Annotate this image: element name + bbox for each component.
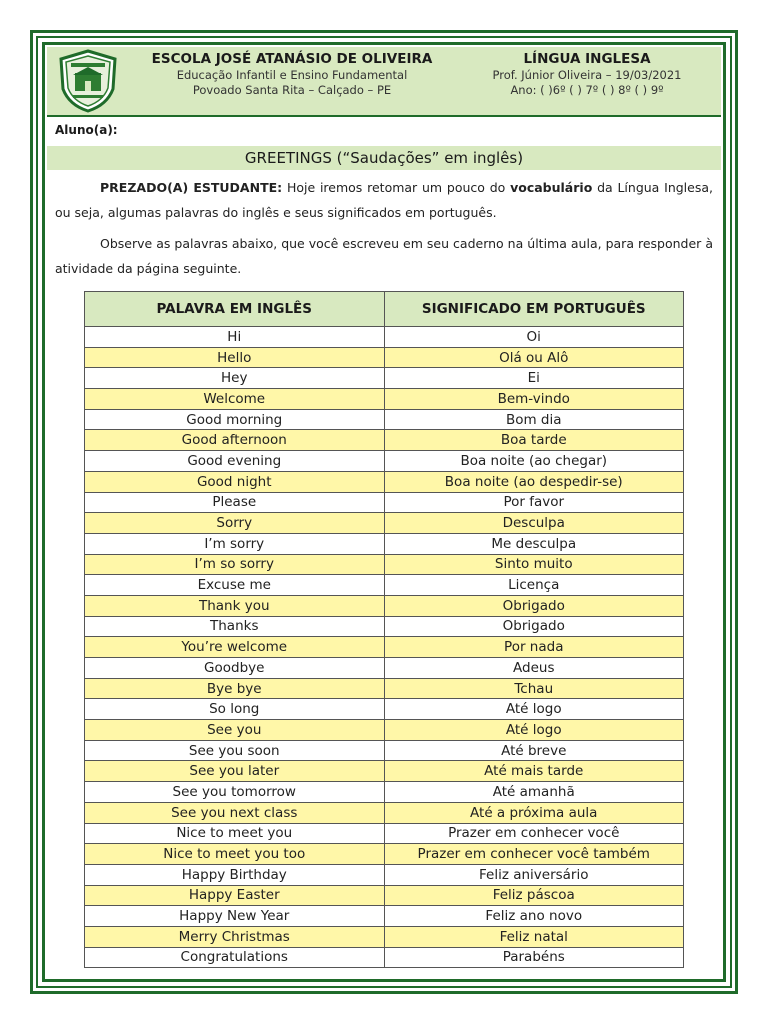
portuguese-meaning-cell: Adeus [384,658,684,679]
english-word-cell: Please [85,492,385,513]
english-word-cell: See you next class [85,802,385,823]
english-word-cell: Nice to meet you too [85,844,385,865]
portuguese-meaning-cell: Ei [384,368,684,389]
table-row [85,637,684,658]
portuguese-meaning-cell: Feliz páscoa [384,885,684,906]
table-row [85,533,684,554]
portuguese-meaning-cell: Até amanhã [384,782,684,803]
portuguese-meaning-cell: Até a próxima aula [384,802,684,823]
portuguese-meaning-cell: Prazer em conhecer você também [384,844,684,865]
english-word-cell: Welcome [85,389,385,410]
table-row [85,720,684,741]
english-word-cell: You’re welcome [85,637,385,658]
student-label: Aluno(a): [55,123,118,137]
portuguese-meaning-cell: Bom dia [384,409,684,430]
table-row [85,658,684,679]
vocabulary-table-body [85,327,684,968]
english-word-cell: See you [85,720,385,741]
portuguese-meaning-cell: Por favor [384,492,684,513]
intro-text-2: Observe as palavras abaixo, que você escreveu em seu caderno na última aula, para responder à atividade da página seguinte. [55,236,713,276]
school-info [142,51,442,97]
grade-options: Ano: ( )6º ( ) 7º ( ) 8º ( ) 9º [510,83,664,97]
table-row [85,575,684,596]
table-row [85,823,684,844]
english-word-cell: Hey [85,368,385,389]
table-row [85,554,684,575]
portuguese-meaning-cell: Boa tarde [384,430,684,451]
school-address: Povoado Santa Rita – Calçado – PE [192,83,392,97]
english-word-cell: Thank you [85,595,385,616]
portuguese-meaning-cell: Feliz ano novo [384,906,684,927]
portuguese-meaning-cell: Tchau [384,678,684,699]
table-row [85,802,684,823]
english-word-cell: See you soon [85,740,385,761]
english-word-cell: Good night [85,471,385,492]
portuguese-meaning-cell: Prazer em conhecer você [384,823,684,844]
english-word-cell: I’m sorry [85,533,385,554]
english-word-cell: So long [85,699,385,720]
table-row [85,451,684,472]
english-word-cell: Happy Easter [85,885,385,906]
portuguese-meaning-cell: Olá ou Alô [384,347,684,368]
portuguese-meaning-cell: Obrigado [384,595,684,616]
english-word-cell: Bye bye [85,678,385,699]
school-level: Educação Infantil e Ensino Fundamental [176,68,408,82]
portuguese-meaning-cell: Por nada [384,637,684,658]
english-word-cell: Merry Christmas [85,926,385,947]
teacher-date: Prof. Júnior Oliveira – 19/03/2021 [492,68,682,82]
table-row [85,430,684,451]
english-word-cell: Happy Birthday [85,864,385,885]
table-row [85,885,684,906]
intro-text-b: da Língua Inglesa, ou seja, algumas palavras do inglês e seus significados em português. [55,180,713,220]
portuguese-meaning-cell: Desculpa [384,513,684,534]
table-row [85,368,684,389]
table-row [85,844,684,865]
english-word-cell: I’m so sorry [85,554,385,575]
table-row [85,513,684,534]
english-word-cell: Hi [85,327,385,348]
vocabulary-table [84,291,684,968]
intro-paragraph-2 [55,231,713,281]
subject-name: LÍNGUA INGLESA [523,51,651,67]
english-word-cell: Happy New Year [85,906,385,927]
portuguese-meaning-cell: Oi [384,327,684,348]
table-row [85,678,684,699]
intro-paragraph-1 [55,175,713,225]
table-row [85,471,684,492]
portuguese-meaning-cell: Obrigado [384,616,684,637]
portuguese-meaning-cell: Sinto muito [384,554,684,575]
table-row [85,409,684,430]
portuguese-meaning-cell: Até mais tarde [384,761,684,782]
portuguese-meaning-cell: Feliz natal [384,926,684,947]
table-row [85,347,684,368]
portuguese-meaning-cell: Parabéns [384,947,684,968]
portuguese-meaning-cell: Até breve [384,740,684,761]
portuguese-meaning-cell: Até logo [384,699,684,720]
table-row [85,699,684,720]
english-word-cell: See you tomorrow [85,782,385,803]
english-word-cell: Good afternoon [85,430,385,451]
column-header-english: PALAVRA EM INGLÊS [85,292,385,327]
table-row [85,761,684,782]
portuguese-meaning-cell: Bem-vindo [384,389,684,410]
subject-info [467,51,707,97]
portuguese-meaning-cell: Até logo [384,720,684,741]
table-row [85,926,684,947]
table-row [85,864,684,885]
intro-text-a: Hoje iremos retomar um pouco do [282,180,511,195]
english-word-cell: See you later [85,761,385,782]
english-word-cell: Hello [85,347,385,368]
english-word-cell: Excuse me [85,575,385,596]
document-header [47,47,721,117]
english-word-cell: Thanks [85,616,385,637]
table-row [85,782,684,803]
table-row [85,327,684,348]
table-row [85,740,684,761]
english-word-cell: Good morning [85,409,385,430]
table-row [85,616,684,637]
table-header-row [85,292,684,327]
english-word-cell: Congratulations [85,947,385,968]
english-word-cell: Goodbye [85,658,385,679]
table-row [85,492,684,513]
english-word-cell: Nice to meet you [85,823,385,844]
school-crest-icon [57,49,119,113]
intro-lead: PREZADO(A) ESTUDANTE: [100,180,283,195]
school-name: ESCOLA JOSÉ ATANÁSIO DE OLIVEIRA [151,51,433,67]
table-row [85,947,684,968]
table-row [85,906,684,927]
english-word-cell: Good evening [85,451,385,472]
portuguese-meaning-cell: Feliz aniversário [384,864,684,885]
portuguese-meaning-cell: Licença [384,575,684,596]
portuguese-meaning-cell: Boa noite (ao despedir-se) [384,471,684,492]
english-word-cell: Sorry [85,513,385,534]
column-header-portuguese: SIGNIFICADO EM PORTUGUÊS [384,292,684,327]
page-title: GREETINGS (“Saudações” em inglês) [47,146,721,170]
table-row [85,595,684,616]
portuguese-meaning-cell: Me desculpa [384,533,684,554]
portuguese-meaning-cell: Boa noite (ao chegar) [384,451,684,472]
table-row [85,389,684,410]
intro-bold-word: vocabulário [510,180,593,195]
